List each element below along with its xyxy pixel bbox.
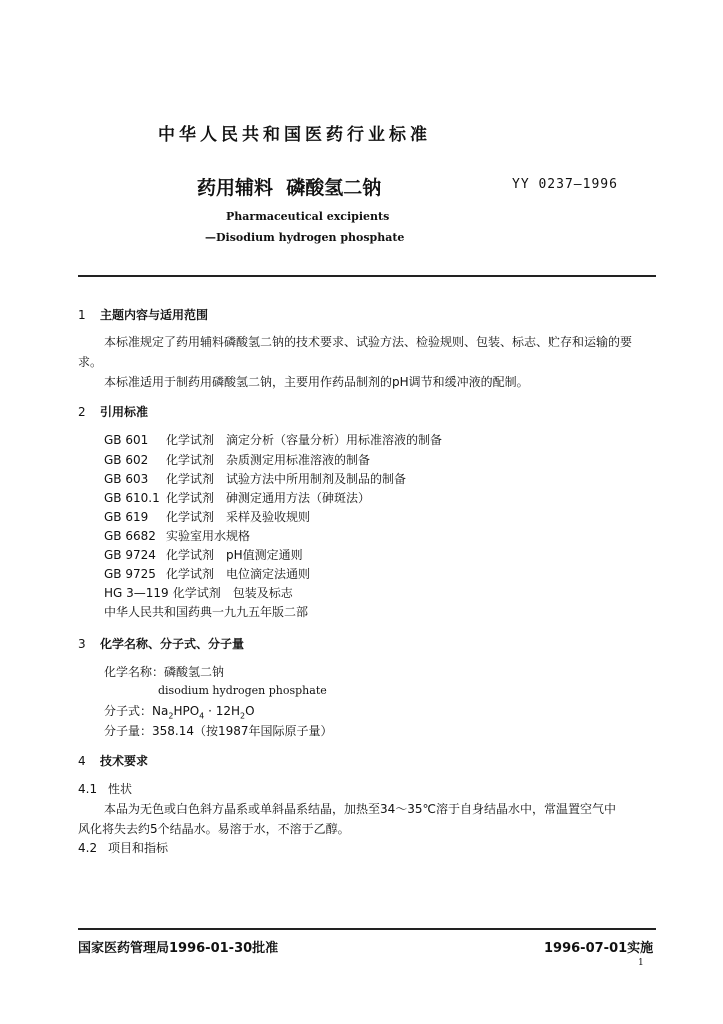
- section-1-heading: [78, 306, 208, 323]
- section-title: 技术要求: [100, 754, 149, 768]
- section-number: 3: [78, 637, 86, 651]
- standard-number: YY 0237—1996: [512, 177, 618, 192]
- section-number: 4: [78, 754, 86, 768]
- reference-item: HG 3—119 化学试剂 包装及标志: [104, 586, 293, 600]
- reference-item: GB 6682 实验室用水规格: [104, 529, 251, 543]
- section-number: 1: [78, 308, 86, 322]
- section-3-heading: [78, 635, 244, 652]
- section-title: 化学名称、分子式、分子量: [100, 637, 245, 651]
- page-number: 1: [638, 958, 644, 968]
- reference-item: GB 602 化学试剂 杂质测定用标准溶液的制备: [104, 453, 371, 467]
- section-4-1-paragraph-cont: 风化将失去约5个结晶水。易溶于水，不溶于乙醇。: [78, 822, 350, 836]
- approval-date: 国家医药管理局1996-01-30批准: [78, 941, 279, 956]
- reference-item: GB 610.1 化学试剂 砷测定通用方法（砷斑法）: [104, 491, 371, 505]
- title-divider: [78, 275, 656, 277]
- section-number: 2: [78, 405, 86, 419]
- reference-item: GB 9725 化学试剂 电位滴定法通则: [104, 567, 311, 581]
- chemical-name: 化学名称：磷酸氢二钠: [104, 665, 225, 679]
- section-2-heading: [78, 403, 148, 420]
- section-4-heading: [78, 752, 148, 769]
- section-title: 主题内容与适用范围: [100, 308, 209, 322]
- reference-item: GB 9724 化学试剂 pH值测定通则: [104, 548, 303, 562]
- section-4-1-paragraph: 本品为无色或白色斜方晶系或单斜晶系结晶，加热至34～35℃溶于自身结晶水中，常温置空气中: [104, 802, 617, 816]
- molecular-formula: 分子式：$Na_2HPO_4 \cdot 12H_2O$: [104, 704, 255, 721]
- reference-item: GB 619 化学试剂 采样及验收规则: [104, 510, 311, 524]
- reference-item: GB 601 化学试剂 滴定分析（容量分析）用标准溶液的制备: [104, 433, 443, 447]
- molecular-weight: 分子量：358.14（按1987年国际原子量）: [104, 724, 333, 738]
- ministry-header: 中华人民共和国医药行业标准: [158, 125, 431, 145]
- document-title: 药用辅料 磷酸氢二钠: [197, 177, 382, 199]
- reference-item: GB 603 化学试剂 试验方法中所用制剂及制品的制备: [104, 472, 407, 486]
- english-chemical-name: disodium hydrogen phosphate: [158, 684, 327, 697]
- section-1-paragraph-1-cont: 求。: [78, 355, 103, 369]
- section-title: 引用标准: [100, 405, 149, 419]
- subsection-4-2-heading: 4.2 项目和指标: [78, 841, 169, 855]
- section-1-paragraph-2: 本标准适用于制药用磷酸氢二钠，主要用作药品制剂的pH调节和缓冲液的配制。: [104, 375, 529, 389]
- section-1-paragraph-1: 本标准规定了药用辅料磷酸氢二钠的技术要求、试验方法、检验规则、包装、标志、贮存和运输的要: [104, 335, 633, 349]
- footer-divider: [78, 928, 656, 930]
- english-title-line2: —Disodium hydrogen phosphate: [205, 231, 405, 244]
- english-title-line1: Pharmaceutical excipients: [226, 210, 390, 223]
- implementation-date: 1996-07-01实施: [544, 941, 654, 956]
- reference-pharmacopoeia: 中华人民共和国药典一九九五年版二部: [104, 605, 309, 619]
- subsection-4-1-heading: 4.1 性状: [78, 782, 133, 796]
